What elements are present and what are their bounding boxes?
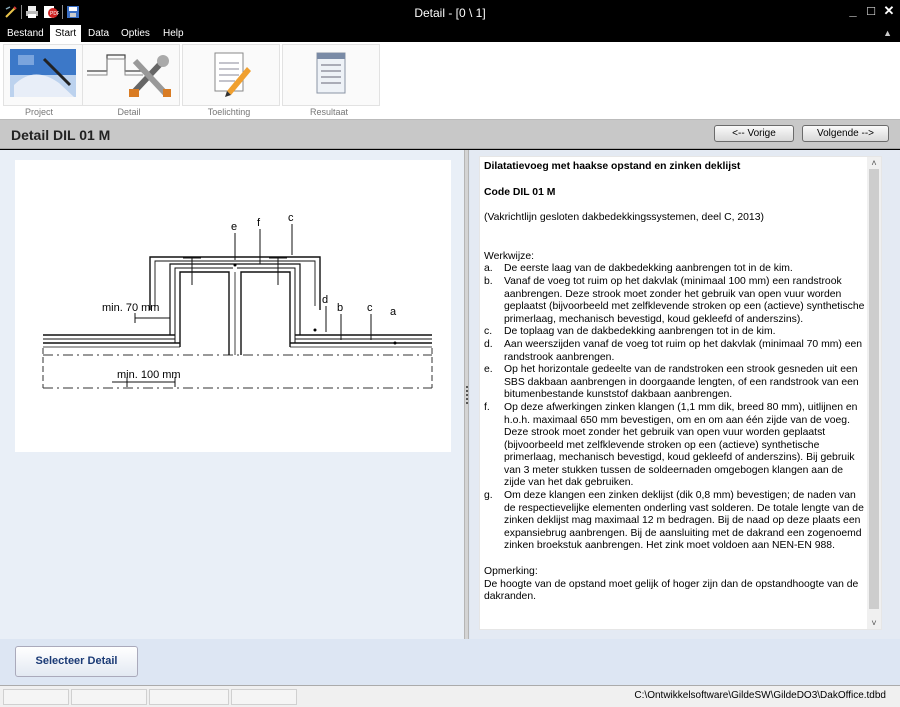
ribbon-detail-label: Detail (117, 107, 141, 117)
step-item: e. Op het horizontale gedeelte van de randstroken een strook gesneden uit een SBS dakbaan aanbrengen in doorgaande lengten, of een randstrook van een bitumenbestande kunststof dakbaan aanbrengen. (484, 364, 859, 401)
status-bar (0, 685, 900, 707)
menu-bestand[interactable]: Bestand (7, 28, 44, 39)
drawing-label-f: f (257, 217, 261, 229)
dimension-min-70: min. 70 mm (102, 302, 160, 314)
status-cell (231, 689, 297, 705)
step-item: d. Aan weerszijden vanaf de voeg tot ruim op het dakvlak (minimaal 70 mm) een randstrook aanbrengen. (484, 338, 863, 363)
detail-header (0, 120, 900, 149)
maximize-button[interactable]: □ (867, 3, 875, 18)
close-button[interactable]: ✕ (883, 3, 895, 18)
menu-help[interactable]: Help (163, 28, 184, 39)
werkwijze-label: Werkwijze: (484, 250, 535, 262)
status-cell (3, 689, 69, 705)
detail-drawing (15, 160, 451, 452)
vertical-scrollbar[interactable] (867, 157, 881, 629)
drawing-label-c: c (367, 302, 373, 314)
database-path: C:\Ontwikkelsoftware\GildeSW\GildeDO3\DakOffice.tdbd (634, 690, 886, 701)
status-cell (149, 689, 229, 705)
step-item: a. De eerste laag van de dakbedekking aanbrengen tot in de kim. (484, 263, 793, 275)
remark-text: De hoogte van de opstand moet gelijk of hoger zijn dan de opstandhoogte van de dakranden. (484, 578, 859, 603)
title-bar (0, 0, 900, 25)
page-title: Detail DIL 01 M (11, 127, 111, 143)
ribbon (0, 42, 900, 120)
description-text (484, 161, 867, 604)
ribbon-resultaat-label: Resultaat (309, 107, 349, 117)
expansion-joint-drawing (15, 160, 451, 452)
scroll-down-icon[interactable]: ˅ (871, 618, 877, 628)
ribbon-collapse-icon[interactable]: ▲ (883, 28, 892, 38)
document-icon (283, 45, 379, 105)
svg-text:PDF: PDF (50, 11, 59, 17)
step-item: b. Vanaf de voeg tot ruim op het dakvlak (minimaal 100 mm) een randstrook aanbrengen. Deze strook moet zonder het gebruik van open vuur worden geplaatst (bijvoorbeeld met zelfklevende stroken op een (actieve) synthetische primerlaag, mechanisch bevestigd, koud gekleefd of anderszins). (484, 275, 865, 325)
drawing-label-c-top: c (288, 212, 294, 224)
drawing-pane (0, 150, 464, 639)
description-pane (470, 150, 900, 639)
drawing-label-e: e (231, 221, 238, 233)
menu-opties[interactable]: Opties (121, 28, 150, 39)
drawing-label-a: a (390, 306, 397, 318)
splitter-grip-icon[interactable] (466, 386, 468, 404)
pane-splitter[interactable] (464, 150, 469, 639)
select-detail-button[interactable]: Selecteer Detail (15, 646, 138, 677)
scroll-thumb[interactable] (869, 169, 879, 609)
description-code: Code DIL 01 M (484, 186, 556, 198)
footer-area (0, 639, 900, 685)
step-item: f. Op deze afwerkingen zinken klangen (1,1 mm dik, breed 80 mm), uitlijnen en h.o.h. maximaal 650 mm bevestigen, om en om aan één zijde van de voeg. Deze strook moet zonder het gebruik van open vuur worden geplaatst (bijvoorbeeld met zelfklevende stroken op een (actieve) synthetische primerlaag, mechanisch bevestigd, koud gekleefd of anderszins). Bij gebruik van 3 meter stukken tussen de soldeernaden omgebogen klangen aan de zijde van het dak gebruiken. (484, 401, 858, 489)
ribbon-detail-button[interactable] (82, 44, 180, 106)
drawing-label-d: d (322, 294, 329, 306)
scroll-up-icon[interactable]: ˄ (871, 158, 877, 168)
step-item: g. Om deze klangen een zinken deklijst (dik 0,8 mm) bevestigen; de naden van de respectievelijke elementen onderling vast solderen. De totale lengte van de zinken deklijst mag maximaal 12 m bedragen. Bij de naad op deze plaats een expansiebrug aanbrengen. Bij de aansluiting met de dakrand een zogenoemd zinken broekstuk aanbrengen. Het zink moet voldoen aan NEN-EN 988. (484, 490, 864, 552)
window-title: Detail - [0 \ 1] (414, 6, 486, 20)
next-button[interactable]: Volgende --> (802, 125, 889, 142)
description-title: Dilatatievoeg met haakse opstand en zinken deklijst (484, 161, 741, 172)
steps-list (484, 263, 867, 553)
detail-tools-icon (83, 45, 179, 105)
remark-label: Opmerking: (484, 566, 538, 578)
ribbon-resultaat-button[interactable] (282, 44, 380, 106)
description-textbox[interactable] (479, 156, 882, 630)
ribbon-project-label: Project (24, 107, 53, 117)
status-cell (71, 689, 147, 705)
main-area (0, 150, 900, 685)
step-item: c. De toplaag van de dakbedekking aanbrengen tot in de kim. (484, 326, 776, 338)
description-source: (Vakrichtlijn gesloten dakbedekkingssystemen, deel C, 2013) (484, 212, 764, 224)
minimize-button[interactable]: _ (849, 3, 857, 18)
dimension-min-100: min. 100 mm (117, 369, 181, 381)
drawing-label-b: b (337, 302, 344, 314)
window-controls (846, 3, 896, 19)
menu-start[interactable]: Start (50, 25, 81, 42)
ribbon-toelichting-label: Toelichting (207, 107, 251, 117)
notepad-pencil-icon (183, 45, 279, 105)
ribbon-toelichting-button[interactable] (182, 44, 280, 106)
previous-button[interactable]: <-- Vorige (714, 125, 794, 142)
menu-bar (0, 25, 900, 42)
menu-data[interactable]: Data (88, 28, 110, 39)
